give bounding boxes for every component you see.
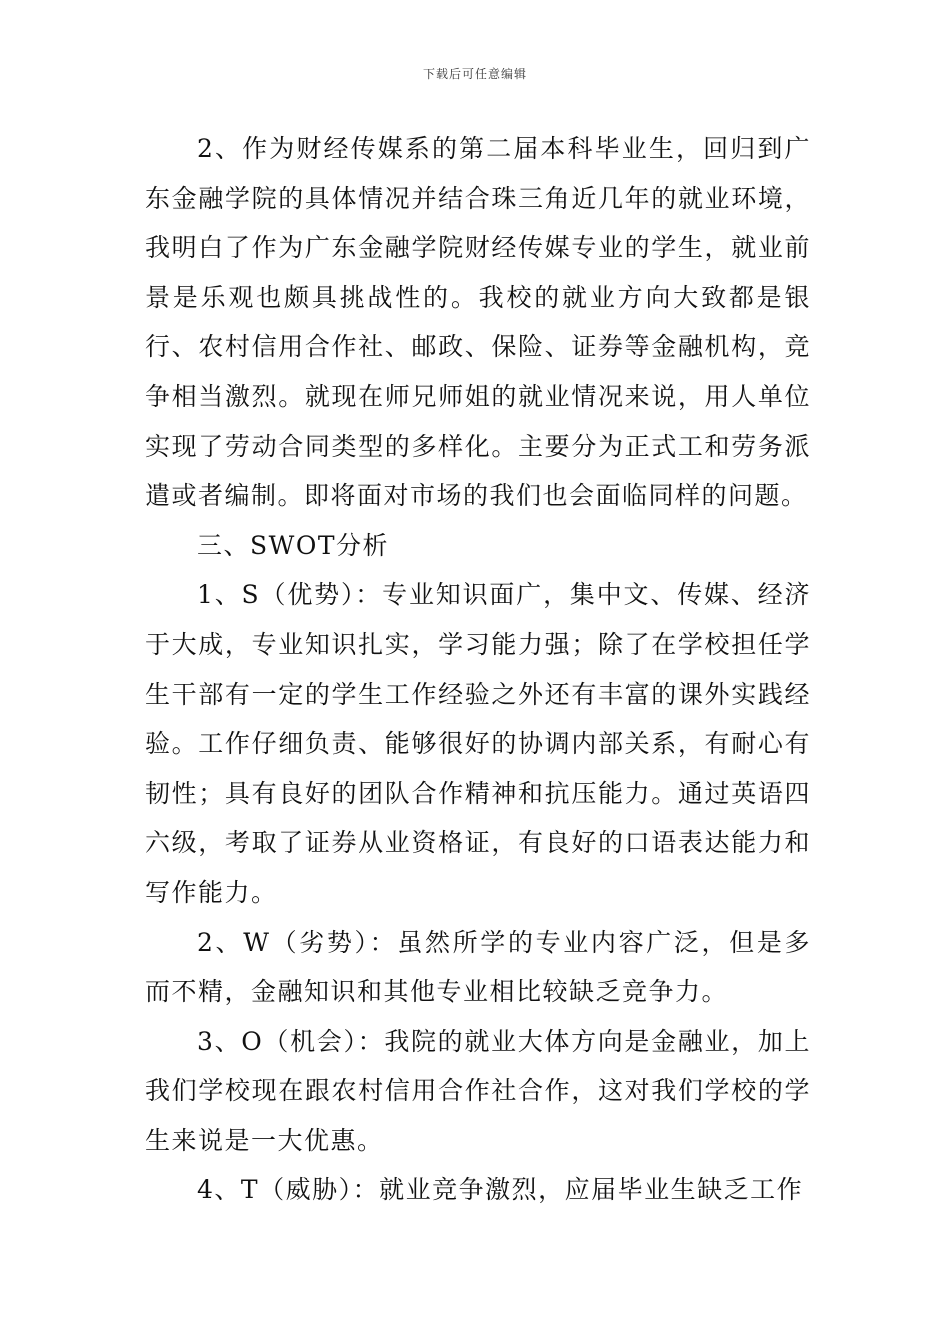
paragraph-weaknesses: 2、W（劣势）：虽然所学的专业内容广泛，但是多而不精，金融知识和其他专业相比较缺乏竞争力。 — [145, 927, 811, 1007]
paragraph-employment-environment: 2、作为财经传媒系的第二届本科毕业生，回归到广东金融学院的具体情况并结合珠三角近几年的就业环境，我明白了作为广东金融学院财经传媒专业的学生，就业前景是乐观也颇具挑战性的。我校的就业方向大致都是银行、农村信用合作社、邮政、保险、证券等金融机构，竞争相当激烈。就现在师兄师姐的就业情况来说，用人单位实现了劳动合同类型的多样化。主要分为正式工和劳务派遣或者编制。即将面对市场的我们也会面临同样的问题。 — [145, 134, 811, 511]
page-header: 下载后可任意编辑 — [422, 67, 527, 81]
paragraph-opportunities: 3、O（机会）：我院的就业大体方向是金融业，加上我们学校现在跟农村信用合作社合作，这对我们学校的学生来说是一大优惠。 — [145, 1026, 811, 1155]
document-body — [145, 124, 811, 1215]
paragraph-threats: 4、T（威胁）：就业竞争激烈，应届毕业生缺乏工作 — [197, 1175, 804, 1205]
paragraph-strengths: 1、S（优势）：专业知识面广，集中文、传媒、经济于大成，专业知识扎实，学习能力强；除了在学校担任学生干部有一定的学生工作经验之外还有丰富的课外实践经验。工作仔细负责、能够很好的协调内部关系，有耐心有韧性；具有良好的团队合作精神和抗压能力。通过英语四六级，考取了证券从业资格证，有良好的口语表达能力和写作能力。 — [145, 580, 811, 907]
section-heading-swot: 三、SWOT分析 — [197, 530, 389, 560]
